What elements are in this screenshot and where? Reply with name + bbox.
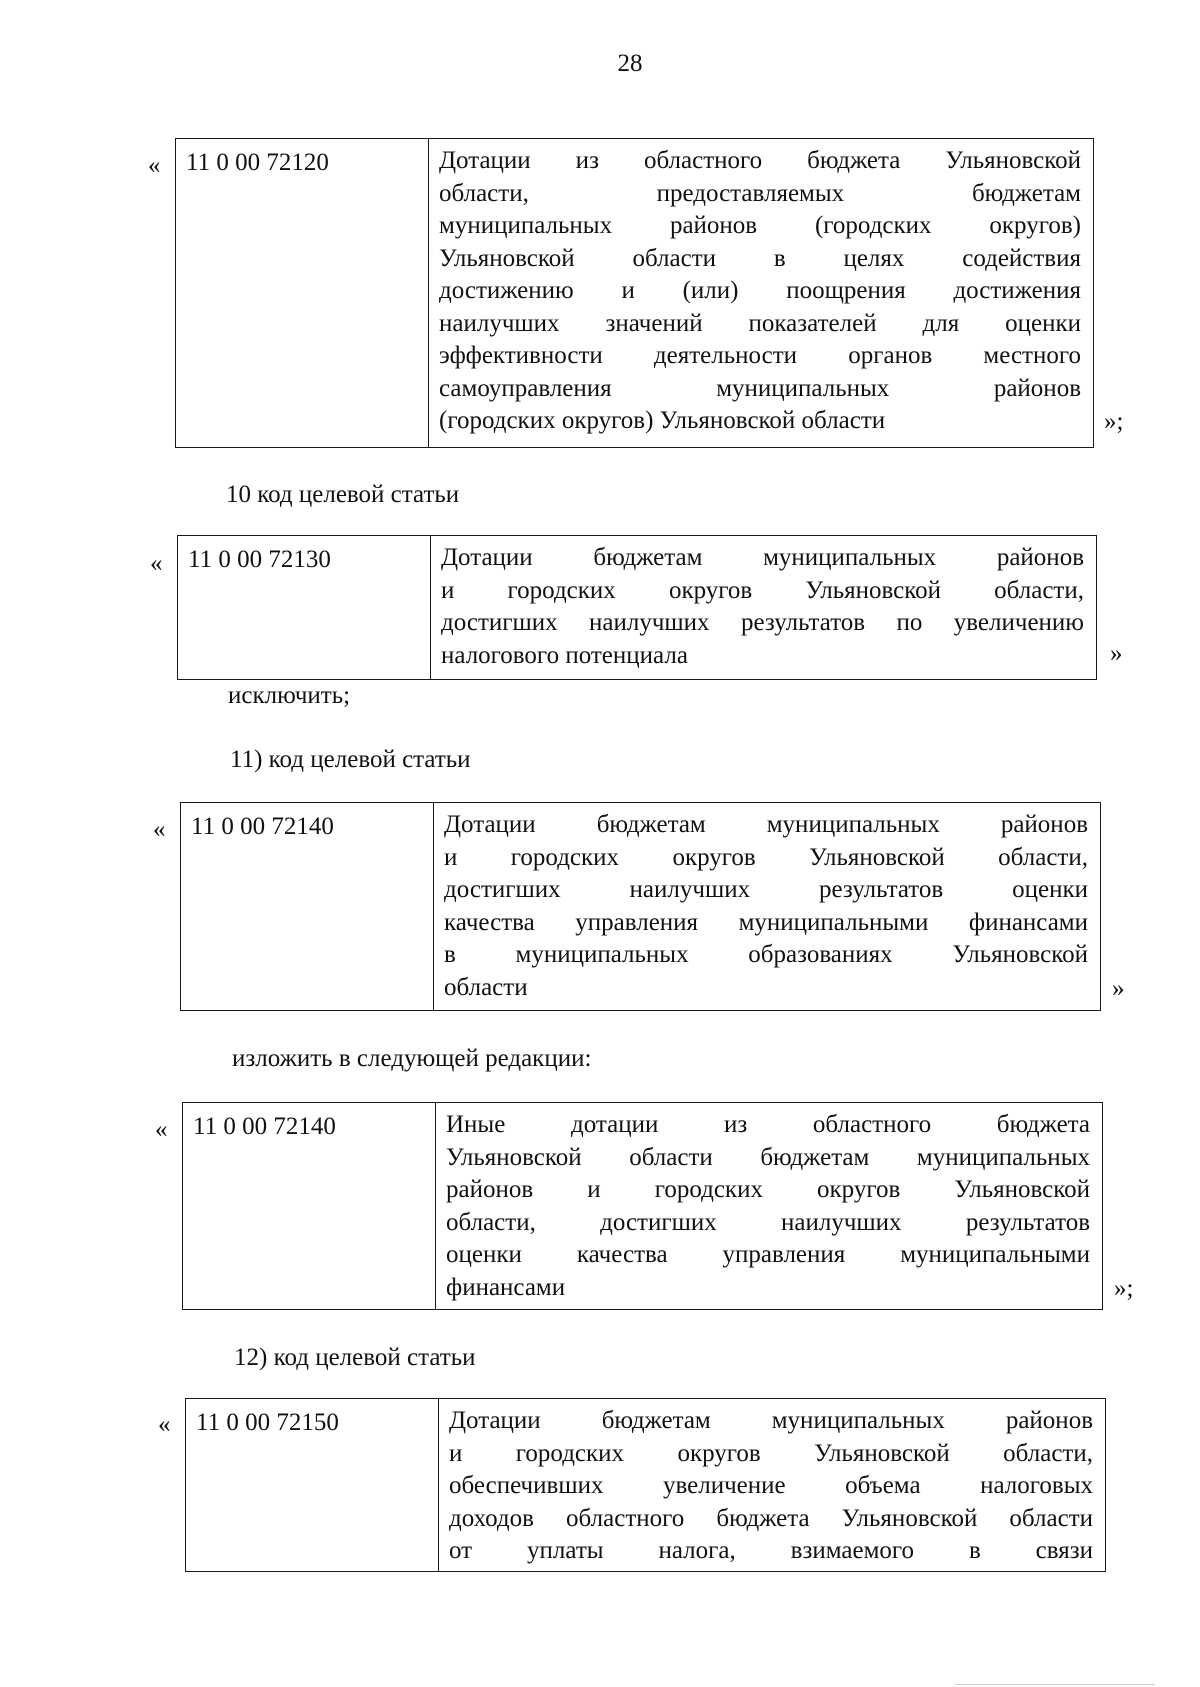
closing-quote: »: [1112, 975, 1125, 1002]
closing-quote: »: [1110, 640, 1123, 667]
description-line: районов и городских округов Ульяновской: [446, 1176, 1090, 1203]
opening-quote: «: [155, 1116, 168, 1143]
code-cell: 11 0 00 72140: [181, 803, 434, 1010]
description-line: достигших наилучших результатов оценки: [444, 876, 1088, 903]
description-line: наилучших значений показателей для оценки: [439, 309, 1081, 337]
code-cell: 11 0 00 72130: [178, 536, 431, 679]
code-cell: 11 0 00 72120: [176, 139, 429, 447]
description-line: муниципальных районов (городских округов): [439, 212, 1081, 239]
description-line: налогового потенциала: [441, 641, 688, 669]
description-line: области: [444, 973, 528, 1001]
page-number: 28: [617, 50, 643, 77]
closing-quote: »;: [1104, 408, 1124, 435]
code-cell: 11 0 00 72140: [183, 1103, 436, 1309]
description-line: от уплаты налога, взимаемого в связи: [449, 1537, 1093, 1564]
target-article-table: [175, 138, 1094, 448]
exclude-instruction: исключить;: [228, 682, 351, 709]
opening-quote: «: [158, 1411, 171, 1438]
description-line: доходов областного бюджета Ульяновской области: [449, 1504, 1093, 1532]
description-line: оценки качества управления муниципальными: [446, 1241, 1090, 1268]
description-line: и городских округов Ульяновской области,: [449, 1439, 1093, 1467]
description-line: самоуправления муниципальных районов: [439, 374, 1081, 402]
description-cell: [439, 1399, 1105, 1571]
target-article-table: [180, 802, 1101, 1011]
restate-instruction: изложить в следующей редакции:: [232, 1045, 592, 1072]
description-line: Дотации из областного бюджета Ульяновской: [439, 147, 1081, 174]
description-line: эффективности деятельности органов местного: [439, 342, 1081, 369]
opening-quote: «: [150, 550, 163, 577]
description-line: Ульяновской области в целях содействия: [439, 244, 1081, 272]
description-line: Дотации бюджетам муниципальных районов: [441, 544, 1084, 571]
description-line: области, достигших наилучших результатов: [446, 1208, 1090, 1236]
scan-artifact-line: [955, 1684, 1155, 1685]
description-line: области, предоставляемых бюджетам: [439, 179, 1081, 207]
description-line: Дотации бюджетам муниципальных районов: [449, 1407, 1093, 1434]
description-line: и городских округов Ульяновской области,: [441, 576, 1084, 604]
description-line: достигших наилучших результатов по увеличению: [441, 609, 1084, 636]
description-line: Иные дотации из областного бюджета: [446, 1111, 1090, 1138]
closing-quote: »;: [1114, 1275, 1134, 1302]
description-line: качества управления муниципальными финансами: [444, 908, 1088, 936]
code-cell: 11 0 00 72150: [186, 1399, 439, 1571]
description-cell: [431, 536, 1096, 679]
paragraph-12-heading: 12) код целевой статьи: [234, 1344, 476, 1371]
target-article-table: [182, 1102, 1103, 1310]
target-article-table: [185, 1398, 1106, 1572]
description-line: в муниципальных образованиях Ульяновской: [444, 941, 1088, 968]
paragraph-10-heading: 10 код целевой статьи: [226, 481, 460, 508]
target-article-table: [177, 535, 1097, 680]
opening-quote: «: [153, 816, 166, 843]
description-line: обеспечивших увеличение объема налоговых: [449, 1472, 1093, 1499]
description-line: Ульяновской области бюджетам муниципальных: [446, 1143, 1090, 1171]
description-line: и городских округов Ульяновской области,: [444, 843, 1088, 871]
paragraph-11-heading: 11) код целевой статьи: [230, 746, 471, 773]
description-line: финансами: [446, 1273, 566, 1301]
description-line: Дотации бюджетам муниципальных районов: [444, 811, 1088, 838]
description-cell: [434, 803, 1100, 1010]
description-cell: [429, 139, 1093, 447]
opening-quote: «: [148, 152, 161, 179]
description-line: (городских округов) Ульяновской области: [439, 407, 886, 434]
description-line: достижению и (или) поощрения достижения: [439, 277, 1081, 304]
description-cell: [436, 1103, 1102, 1309]
